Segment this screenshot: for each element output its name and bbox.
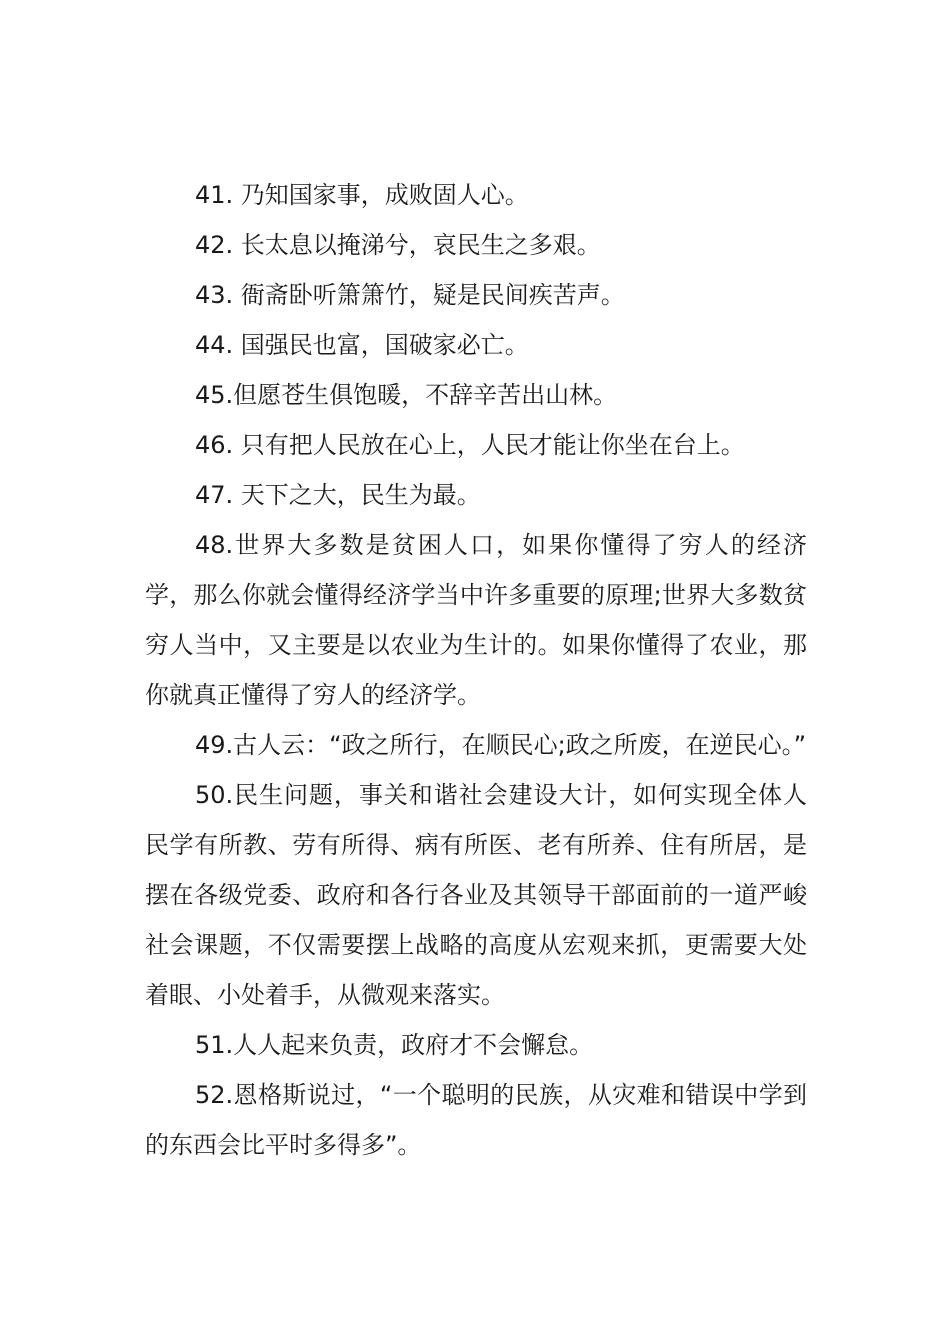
- document-body: [145, 170, 807, 1170]
- paragraph-42: 42. 长太息以掩涕兮，哀民生之多艰。: [195, 231, 601, 259]
- paragraph-47: 47. 天下之大，民生为最。: [195, 481, 481, 509]
- paragraph-48: 48.世界大多数是贫困人口，如果你懂得了穷人的经济学，那么你就会懂得经济学当中许多重要的原理;世界大多数贫穷人当中，又主要是以农业为生计的。如果你懂得了农业，那你就真正懂得了穷人的经济学。: [145, 531, 807, 709]
- paragraph-44: 44. 国强民也富，国破家必亡。: [195, 331, 529, 359]
- paragraph-45: 45.但愿苍生俱饱暖，不辞辛苦出山林。: [195, 381, 618, 409]
- paragraph-50: 50.民生问题，事关和谐社会建设大计，如何实现全体人民学有所教、劳有所得、病有所医、老有所养、住有所居，是摆在各级党委、政府和各行各业及其领导干部面前的一道严峻社会课题，不仅需要摆上战略的高度从宏观来抓，更需要大处着眼、小处着手，从微观来落实。: [145, 781, 807, 1009]
- paragraph-51: 51.人人起来负责，政府才不会懈怠。: [195, 1031, 594, 1059]
- paragraph-41: 41. 乃知国家事，成败固人心。: [195, 181, 529, 209]
- paragraph-46: 46. 只有把人民放在心上，人民才能让你坐在台上。: [195, 431, 745, 459]
- paragraph-49: 49.古人云：“政之所行，在顺民心;政之所废，在逆民心。”: [195, 731, 807, 759]
- paragraph-52: 52.恩格斯说过，“一个聪明的民族，从灾难和错误中学到的东西会比平时多得多”。: [145, 1081, 807, 1159]
- paragraph-43: 43. 衙斋卧听箫箫竹，疑是民间疾苦声。: [195, 281, 625, 309]
